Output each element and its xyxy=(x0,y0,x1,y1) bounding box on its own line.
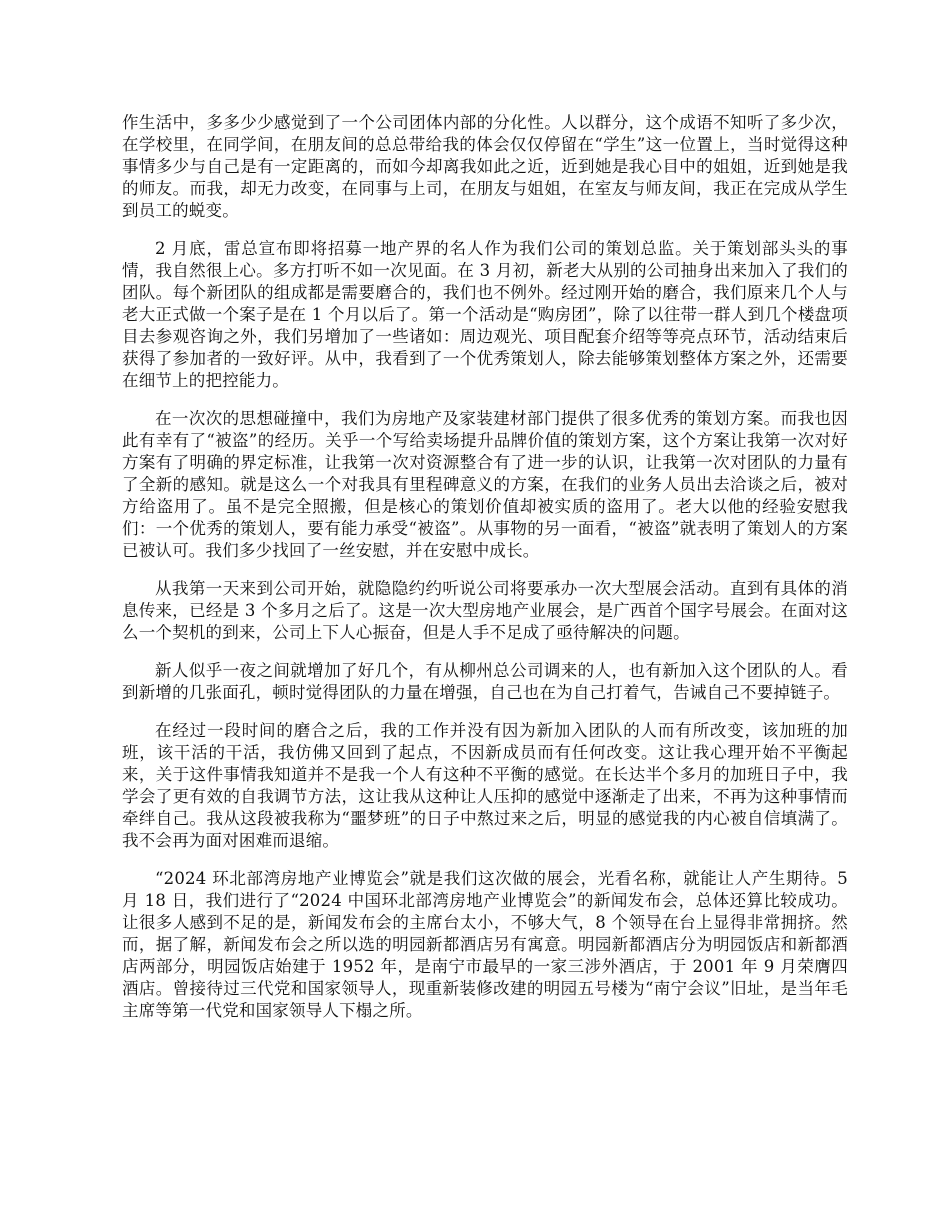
paragraph: 在经过一段时间的磨合之后，我的工作并没有因为新加入团队的人而有所改变，该加班的加班，该干活的干活，我仿佛又回到了起点，不因新成员而有任何改变。这让我心理开始不平衡起来，关于这件事情我知道并不是我一个人有这种不平衡的感觉。在长达半个多月的加班日子中，我学会了更有效的自我调节方法，这让我从这种让人压抑的感觉中逐渐走了出来，不再为这种事情而牵绊自己。我从这段被我称为“噩梦班”的日子中熬过来之后，明显的感觉我的内心被自信填满了。我不会再为面对困难而退缩。 xyxy=(122,721,848,850)
document-body xyxy=(122,112,848,1038)
paragraph: 新人似乎一夜之间就增加了好几个，有从柳州总公司调来的人，也有新加入这个团队的人。看到新增的几张面孔，顿时觉得团队的力量在增强，自己也在为自己打着气，告诫自己不要掉链子。 xyxy=(122,661,848,702)
paragraph: 在一次次的思想碰撞中，我们为房地产及家装建材部门提供了很多优秀的策划方案。而我也因此有幸有了“被盗”的经历。关乎一个写给卖场提升品牌价值的策划方案，这个方案让我第一次对好方案有了明确的界定标准，让我第一次对资源整合有了进一步的认识，让我第一次对团队的力量有了全新的感知。就是这么一个对我具有里程碑意义的方案，在我们的业务人员出去洽谈之后，被对方给盗用了。虽不是完全照搬，但是核心的策划价值却被实质的盗用了。老大以他的经验安慰我们：一个优秀的策划人，要有能力承受“被盗”。从事物的另一面看，“被盗”就表明了策划人的方案已被认可。我们多少找回了一丝安慰，并在安慰中成长。 xyxy=(122,409,848,560)
paragraph: “2024 环北部湾房地产业博览会”就是我们这次做的展会，光看名称，就能让人产生期待。5 月 18 日，我们进行了“2024 中国环北部湾房地产业博览会”的新闻发布会，总体还算比较成功。让很多人感到不足的是，新闻发布会的主席台太小，不够大气，8 个领导在台上显得非常拥挤。然而，据了解，新闻发布会之所以选的明园新都酒店另有寓意。明园新都酒店分为明园饭店和新都酒店两部分，明园饭店始建于 1952 年，是南宁市最早的一家三涉外酒店，于 2001 年 9 月荣膺四酒店。曾接待过三代党和国家领导人，现重新装修改建的明园五号楼为“南宁会议”旧址，是当年毛主席等第一代党和国家领导人下榻之所。 xyxy=(122,869,848,1020)
paragraph: 从我第一天来到公司开始，就隐隐约约听说公司将要承办一次大型展会活动。直到有具体的消息传来，已经是 3 个多月之后了。这是一次大型房地产业展会，是广西首个国字号展会。在面对这么一个契机的到来，公司上下人心振奋，但是人手不足成了亟待解决的问题。 xyxy=(122,579,848,642)
paragraph: 作生活中，多多少少感觉到了一个公司团体内部的分化性。人以群分，这个成语不知听了多少次，在学校里，在同学间，在朋友间的总总带给我的体会仅仅停留在“学生”这一位置上，当时觉得这种事情多少与自己是有一定距离的，而如今却离我如此之近，近到她是我心目中的姐姐，近到她是我的师友。而我，却无力改变，在同事与上司，在朋友与姐姐，在室友与师友间，我正在完成从学生到员工的蜕变。 xyxy=(122,113,848,220)
paragraph: 2 月底，雷总宣布即将招募一地产界的名人作为我们公司的策划总监。关于策划部头头的事情，我自然很上心。多方打听不如一次见面。在 3 月初，新老大从别的公司抽身出来加入了我们的团队。每个新团队的组成都是需要磨合的，我们也不例外。经过刚开始的磨合，我们原来几个人与老大正式做一个案子是在 1 个月以后了。第一个活动是“购房团”，除了以往带一群人到几个楼盘项目去参观咨询之外，我们另增加了一些诸如：周边观光、项目配套介绍等等亮点环节，活动结束后获得了参加者的一致好评。从中，我看到了一个优秀策划人，除去能够策划整体方案之外，还需要在细节上的把控能力。 xyxy=(122,239,848,390)
